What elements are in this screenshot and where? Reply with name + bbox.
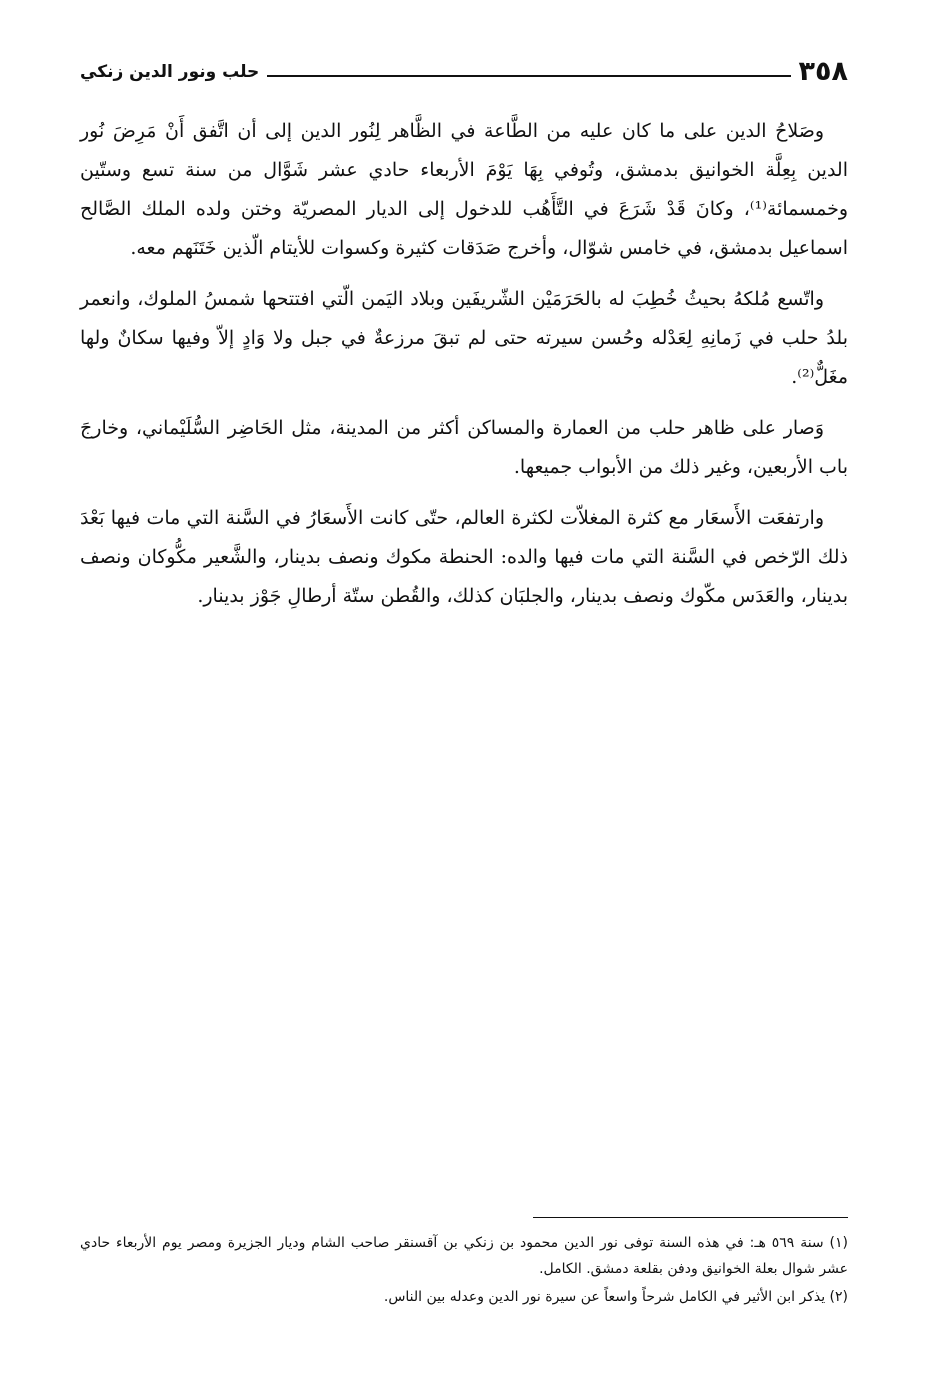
paragraph: واتّسع مُلكهُ بحيثُ خُطِبَ له بالحَرَمَيْن الشّريفَين وبلاد اليَمن الّتي افتتحها شمسُ الملوك، وانعمر بلدُ حلب في زَمانِهِ لِعَدْله وحُسن سيرته حتى لم تبقَ مرزعةٌ في جبل ولا وَادٍ إلاّ وفيها سكانٌ ولها مغَلٌّ⁽²⁾. (80, 288, 848, 388)
paragraph: وارتفعَت الأَسعَار مع كثرة المغلاّت لكثرة العالم، حتّى كانت الأَسعَارُ في السَّنة التي مات فيها بَعْدَ ذلك الرّخص في السَّنة التي مات فيها والده: الحنطة مكوك ونصف بدينار، والشَّعير مكُّوكان ونصف بدينار، والعَدَس مكّوك ونصف بدينار، والجلبَان كذلك، والقُطن ستّة أرطالِ جَوْز بدينار. (80, 507, 848, 607)
footnote: (١) سنة ٥٦٩ هـ: في هذه السنة توفى نور الدين محمود بن زنكي بن آقسنقر صاحب الشام وديار الجزيرة ومصر يوم الأربعاء حادي عشر شوال بعلة الخوانيق ودفن بقلعة دمشق. الكامل. (80, 1235, 849, 1277)
paragraph: وصَلاحُ الدين على ما كان عليه من الطَّاعة في الظَّاهر لِنُور الدين إلى أن اتَّفق أَنْ مَرِضَ نُور الدين بِعِلَّة الخوانيق بدمشق، وتُوفي بِهَا يَوْمَ الأربعاء حادي عشر شَوَّال من سنة تسع وستّين وخمسمائة⁽¹⁾، وكانَ قَدْ شَرَعَ في التَّأَهُب للدخول إلى الديار المصريّة وختن ولده الملك الصَّالح اسماعيل بدمشق، في خامس شوّال، وأخرج صَدَقات كثيرة وكسوات للأيتام الّذين خَتَنَهم معه. (80, 120, 848, 259)
footnote: (٢) يذكر ابن الأثير في الكامل شرحاً واسعاً عن سيرة نور الدين وعدله بين الناس. (383, 1289, 848, 1305)
running-title: حلب ونور الدين زنكي (80, 62, 260, 82)
footnotes (80, 1230, 848, 1312)
footnote-divider (533, 1217, 848, 1218)
body-text (80, 112, 848, 628)
paragraph: وَصار على ظاهر حلب من العمارة والمساكن أكثر من المدينة، مثل الحَاضِر السُّلَيْماني، وخارجَ باب الأربعين، وغير ذلك من الأبواب جميعها. (80, 417, 848, 478)
page-number: ٣٥٨ (798, 56, 848, 87)
page-header (80, 52, 848, 92)
header-rule (267, 75, 790, 77)
